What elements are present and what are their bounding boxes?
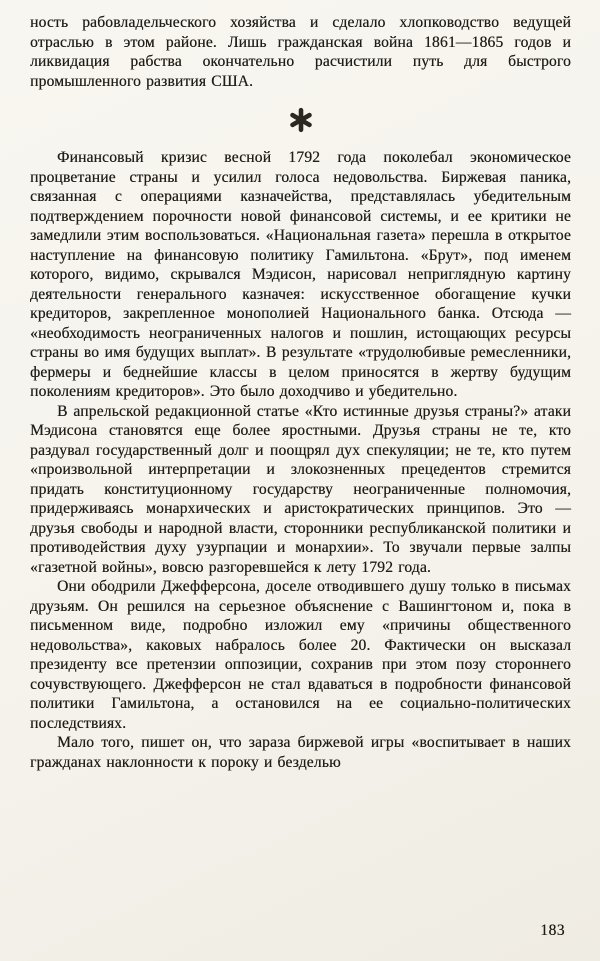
paragraph: Они ободрили Джефферсона, доселе отводившего душу только в письмах друзьям. Он решился на серьезное объяснение с Вашингтоном и, пока в письменном виде, подробно изложил ему «причины общественного недовольства», каковых набралось более 20. Фактически он высказал президенту все претензии оппозиции, сохранив при этом позу стороннего сочувствующего. Джефферсон не стал вдаваться в подробности финансовой политики Гамильтона, а остановился на ее социально-политических последствиях.: [30, 578, 571, 732]
page-number: 183: [540, 922, 565, 939]
paragraph: Финансовый кризис весной 1792 года поколебал экономическое процветание страны и усилил голоса недовольства. Биржевая паника, связанная с операциями казначейства, представлялась убедительным подтверждением порочности новой финансовой системы, и ее критики не замедлили этим воспользоваться. «Национальная газета» перешла в открытое наступление на финансовую политику Гамильтона. «Брут», под именем которого, видимо, скрывался Мэдисон, нарисовал неприглядную картину деятельности генерального казначея: искусственное обогащение кучки кредиторов, закрепленное монополией Национального банка. Отсюда — «необходимость неограниченных налогов и пошлин, истощающих ресурсы страны во имя будущих выплат». В результате «трудолюбивые ремесленники, фермеры и беднейшие классы в целом приносятся в жертву будущим поколениям кредиторов». Это было доходчиво и убедительно.: [30, 149, 571, 400]
paragraph: ность рабовладельческого хозяйства и сделало хлопководство ведущей отраслью в этом районе. Лишь гражданская война 1861—1865 годов и ликвидация рабства окончательно расчистили путь для быстрого промышленного развития США.: [30, 14, 571, 90]
text-block: [30, 13, 571, 772]
asterisk-icon: [288, 107, 314, 133]
paragraph: Мало того, пишет он, что зараза биржевой игры «воспитывает в наших гражданах наклонности к пороку и безделью: [30, 734, 571, 771]
section-separator: [30, 98, 571, 142]
paragraph: В апрельской редакционной статье «Кто истинные друзья страны?» атаки Мэдисона становятся еще более яростными. Друзья страны не те, кто раздувал государственный долг и поощрял дух спекуляции; не те, кто путем «произвольной интерпретации и злокозненных прецедентов стремится придать конституционному государству неограниченные полномочия, придерживаясь монархических и аристократических принципов. Это — друзья свободы и народной власти, сторонники республиканской политики и противодействия духу узурпации и монархии». То звучали первые залпы «газетной войны», вовсю разгоревшейся к лету 1792 года.: [30, 402, 571, 576]
